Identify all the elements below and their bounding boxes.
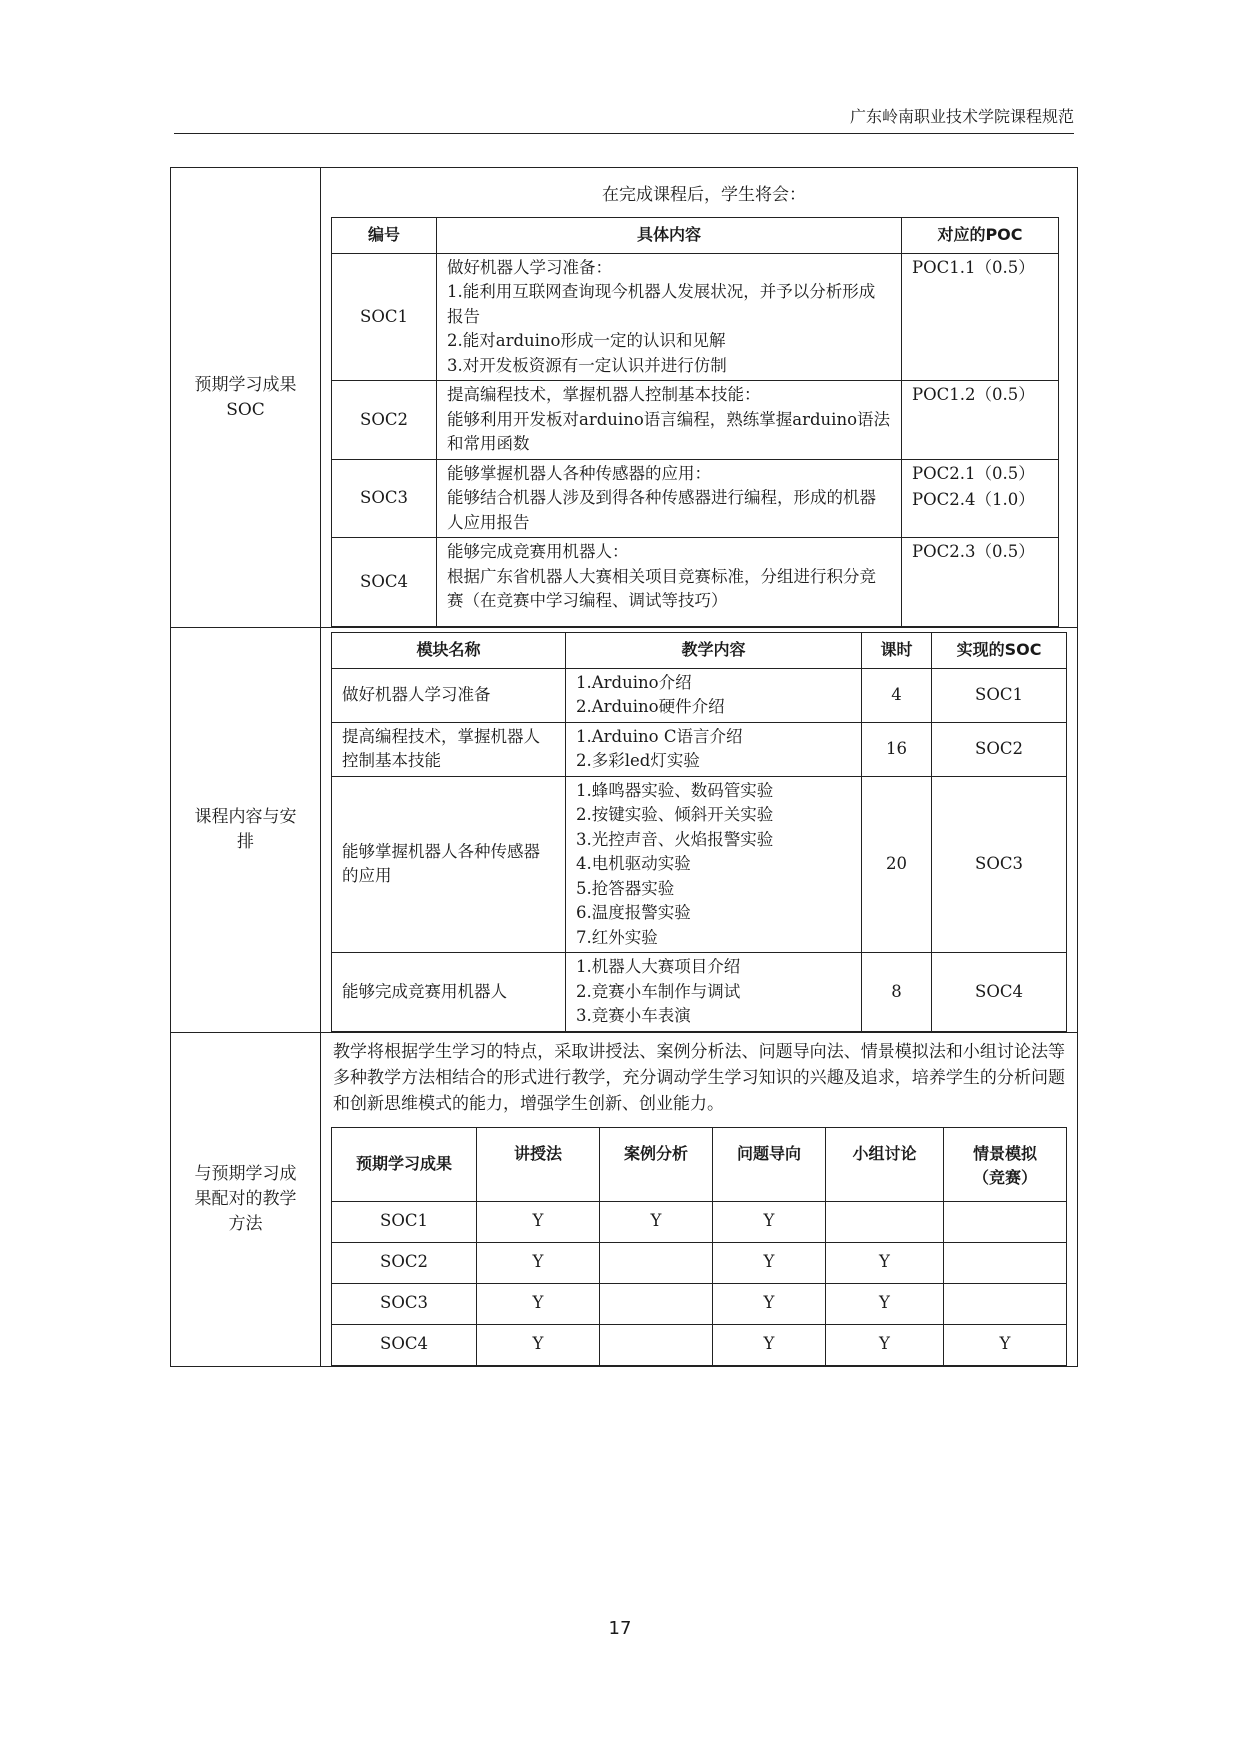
soc-poc <box>902 538 1059 627</box>
method-mark <box>944 1283 1067 1324</box>
content-soc: SOC1 <box>932 668 1067 722</box>
method-header: 讲授法 <box>477 1127 600 1201</box>
course-spec-table <box>170 167 1078 1367</box>
soc-content <box>437 538 902 627</box>
soc-content-line: 根据广东省机器人大赛相关项目竞赛标准，分组进行积分竞赛（在竞赛中学习编程、调试等技巧） <box>447 566 876 610</box>
method-mark: Y <box>477 1242 600 1283</box>
soc-poc-value: POC1.2（0.5） <box>912 385 1035 404</box>
content-soc: SOC3 <box>932 776 1067 953</box>
content-items <box>566 722 862 776</box>
method-mark <box>944 1201 1067 1242</box>
content-soc: SOC2 <box>932 722 1067 776</box>
soc-poc-value: POC2.1（0.5） <box>912 463 1035 483</box>
method-mark: Y <box>826 1242 944 1283</box>
content-item: 2.按键实验、倾斜开关实验 <box>576 805 774 824</box>
soc-row <box>332 538 1059 627</box>
content-table <box>331 632 1067 1032</box>
method-row <box>332 1242 1067 1283</box>
soc-row <box>332 381 1059 460</box>
content-section <box>171 628 1078 1033</box>
method-paragraph: 教学将根据学生学习的特点，采取讲授法、案例分析法、问题导向法、情景模拟法和小组讨论法等多种教学方法相结合的形式进行教学，充分调动学生学习知识的兴趣及追求，培养学生的分析问题和创新思维模式的能力，增强学生创新、创业能力。 <box>333 1041 1065 1114</box>
method-header: 预期学习成果 <box>332 1127 477 1201</box>
content-row <box>332 722 1067 776</box>
content-section-label: 课程内容与安排 <box>171 628 321 1033</box>
content-header-hours: 课时 <box>862 633 932 669</box>
content-item: 2.多彩led灯实验 <box>576 751 700 770</box>
content-module: 能够完成竞赛用机器人 <box>332 953 566 1032</box>
header-rule <box>174 133 1074 134</box>
soc-table <box>331 217 1059 627</box>
soc-poc-value: POC2.4（1.0） <box>912 490 1035 509</box>
method-row <box>332 1283 1067 1324</box>
content-row <box>332 668 1067 722</box>
content-item: 1.蜂鸣器实验、数码管实验 <box>576 780 774 800</box>
content-items <box>566 953 862 1032</box>
soc-poc-value: POC2.3（0.5） <box>912 542 1035 561</box>
soc-poc <box>902 459 1059 538</box>
method-mark <box>600 1283 713 1324</box>
method-table <box>331 1127 1067 1366</box>
method-mark <box>826 1201 944 1242</box>
soc-header-poc: 对应的POC <box>902 218 1059 254</box>
method-header: 小组讨论 <box>826 1127 944 1201</box>
method-mark: Y <box>713 1201 826 1242</box>
soc-content <box>437 253 902 381</box>
content-item: 4.电机驱动实验 <box>576 854 691 873</box>
soc-intro: 在完成课程后，学生将会： <box>602 185 806 205</box>
content-item: 1.Arduino介绍 <box>576 672 692 692</box>
method-mark <box>600 1324 713 1365</box>
method-mark: Y <box>477 1201 600 1242</box>
content-module: 能够掌握机器人各种传感器的应用 <box>332 776 566 953</box>
method-section-label: 与预期学习成果配对的教学方法 <box>171 1032 321 1366</box>
method-soc: SOC4 <box>332 1324 477 1365</box>
soc-section-label: 预期学习成果 SOC <box>171 168 321 628</box>
soc-header-id: 编号 <box>332 218 437 254</box>
method-mark: Y <box>477 1324 600 1365</box>
content-module: 做好机器人学习准备 <box>332 668 566 722</box>
soc-content-line: 能够结合机器人涉及到得各种传感器进行编程，形成的机器人应用报告 <box>447 488 876 532</box>
content-row <box>332 776 1067 953</box>
soc-content-line: 能够利用开发板对arduino语言编程，熟练掌握arduino语法和常用函数 <box>447 409 891 453</box>
soc-id: SOC1 <box>332 253 437 381</box>
method-mark: Y <box>713 1324 826 1365</box>
soc-content-line: 做好机器人学习准备： <box>447 257 612 277</box>
method-mark <box>600 1242 713 1283</box>
content-items <box>566 668 862 722</box>
content-item: 1.Arduino C语言介绍 <box>576 726 743 746</box>
content-hours: 20 <box>862 776 932 953</box>
content-items <box>566 776 862 953</box>
soc-row <box>332 253 1059 381</box>
content-soc: SOC4 <box>932 953 1067 1032</box>
content-item: 6.温度报警实验 <box>576 903 691 922</box>
content-module: 提高编程技术，掌握机器人控制基本技能 <box>332 722 566 776</box>
method-header: 案例分析 <box>600 1127 713 1201</box>
soc-id: SOC2 <box>332 381 437 460</box>
soc-poc <box>902 381 1059 460</box>
content-hours: 4 <box>862 668 932 722</box>
content-header-module: 模块名称 <box>332 633 566 669</box>
method-soc: SOC2 <box>332 1242 477 1283</box>
soc-id: SOC4 <box>332 538 437 627</box>
method-mark: Y <box>826 1324 944 1365</box>
soc-content-line: 能够完成竞赛用机器人： <box>447 542 629 561</box>
method-header: 情景模拟 （竞赛） <box>944 1127 1067 1201</box>
method-row <box>332 1324 1067 1365</box>
content-header-soc: 实现的SOC <box>932 633 1067 669</box>
method-mark: Y <box>826 1283 944 1324</box>
content-item: 7.红外实验 <box>576 927 658 947</box>
method-section <box>171 1032 1078 1366</box>
content-header-items: 教学内容 <box>566 633 862 669</box>
content-item: 3.竞赛小车表演 <box>576 1006 691 1025</box>
soc-content-line: 能够掌握机器人各种传感器的应用： <box>447 463 711 483</box>
soc-content <box>437 381 902 460</box>
content-item: 3.光控声音、火焰报警实验 <box>576 829 774 849</box>
method-soc: SOC1 <box>332 1201 477 1242</box>
soc-content-line: 2.能对arduino形成一定的认识和见解 <box>447 331 726 350</box>
method-header: 问题导向 <box>713 1127 826 1201</box>
method-mark <box>944 1242 1067 1283</box>
page-header-title: 广东岭南职业技术学院课程规范 <box>849 107 1074 126</box>
method-mark: Y <box>944 1324 1067 1365</box>
method-soc: SOC3 <box>332 1283 477 1324</box>
page-number: 17 <box>608 1618 632 1639</box>
soc-row <box>332 459 1059 538</box>
content-item: 2.Arduino硬件介绍 <box>576 697 725 716</box>
content-item: 1.机器人大赛项目介绍 <box>576 957 741 976</box>
soc-poc <box>902 253 1059 381</box>
soc-content-line: 1.能利用互联网查询现今机器人发展状况，并予以分析形成报告 <box>447 282 876 326</box>
soc-id: SOC3 <box>332 459 437 538</box>
soc-content-line: 提高编程技术，掌握机器人控制基本技能： <box>447 385 761 404</box>
soc-poc-value: POC1.1（0.5） <box>912 257 1035 277</box>
method-mark: Y <box>600 1201 713 1242</box>
soc-section <box>171 168 1078 628</box>
soc-content <box>437 459 902 538</box>
soc-header-content: 具体内容 <box>437 218 902 254</box>
method-mark: Y <box>713 1283 826 1324</box>
method-row <box>332 1201 1067 1242</box>
soc-content-line: 3.对开发板资源有一定认识并进行仿制 <box>447 355 727 375</box>
method-mark: Y <box>713 1242 826 1283</box>
content-item: 5.抢答器实验 <box>576 878 675 898</box>
content-hours: 16 <box>862 722 932 776</box>
method-mark: Y <box>477 1283 600 1324</box>
content-row <box>332 953 1067 1032</box>
content-item: 2.竞赛小车制作与调试 <box>576 981 741 1001</box>
content-hours: 8 <box>862 953 932 1032</box>
